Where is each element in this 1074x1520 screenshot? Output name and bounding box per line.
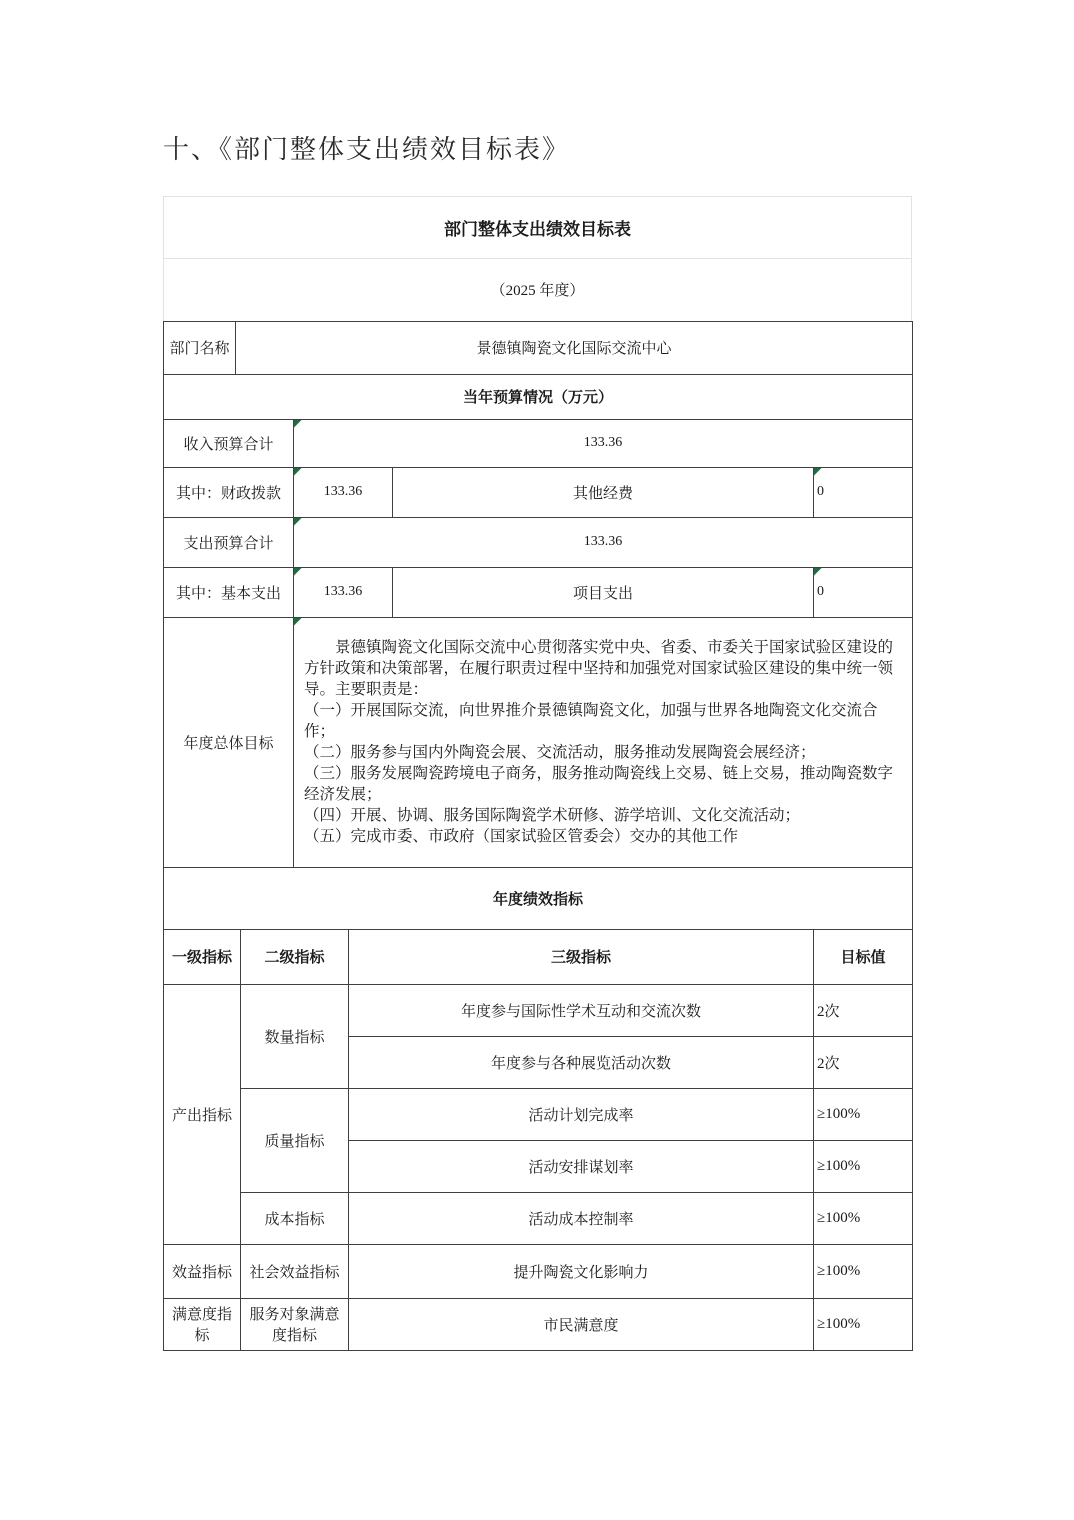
table-row [164,1088,913,1140]
indicator-target: ≥100% [814,1244,913,1298]
col-header-level2: 二级指标 [241,929,349,984]
comment-indicator-icon [814,468,822,476]
col-header-level3: 三级指标 [349,929,814,984]
budget-section-title: 当年预算情况（万元） [164,374,913,419]
indicator-target: ≥100% [814,1140,913,1192]
comment-indicator-icon [294,518,302,526]
fiscal-allocation-label: 其中：财政拨款 [164,467,294,517]
dept-name-label: 部门名称 [164,321,236,374]
comment-indicator-icon [294,618,302,626]
other-funds-amount: 0 [817,484,824,499]
expense-total-label: 支出预算合计 [164,517,294,567]
col-header-target: 目标值 [814,929,913,984]
other-funds-label: 其他经费 [393,467,814,517]
indicator-target: 2次 [814,984,913,1036]
comment-indicator-icon [294,468,302,476]
other-funds-value [814,467,913,517]
table-header-block [163,196,912,321]
dept-name-value: 景德镇陶瓷文化国际交流中心 [236,321,913,374]
income-total-label: 收入预算合计 [164,419,294,467]
page-title: 十、《部门整体支出绩效目标表》 [163,135,571,164]
indicator-target: ≥100% [814,1088,913,1140]
basic-expense-value [294,567,393,617]
level1-benefit: 效益指标 [164,1244,241,1298]
indicator-name: 活动计划完成率 [349,1088,814,1140]
indicator-target: ≥100% [814,1192,913,1244]
table-year: （2025 年度） [490,283,585,300]
expense-total-amount: 133.36 [583,534,623,549]
project-expense-label: 项目支出 [393,567,814,617]
performance-target-table [163,196,912,1351]
income-total-amount: 133.36 [583,435,623,450]
indicator-name: 提升陶瓷文化影响力 [349,1244,814,1298]
indicators-section-title: 年度绩效指标 [164,867,913,929]
basic-expense-amount: 133.36 [323,584,363,599]
col-header-level1: 一级指标 [164,929,241,984]
annual-goal-label: 年度总体目标 [164,617,294,867]
annual-goal-text [294,617,913,867]
indicator-target: 2次 [814,1036,913,1088]
indicators-section [163,867,913,1351]
table-title: 部门整体支出绩效目标表 [164,197,912,259]
level1-satisfaction: 满意度指标 [164,1298,241,1350]
indicator-name: 活动成本控制率 [349,1192,814,1244]
goal-paragraph: （一）开展国际交流，向世界推介景德镇陶瓷文化，加强与世界各地陶瓷文化交流合作； [304,702,878,740]
level1-output: 产出指标 [164,984,241,1244]
budget-section [163,321,913,868]
level2-quality: 质量指标 [241,1088,349,1192]
table-row [164,1192,913,1244]
goal-paragraph: （二）服务参与国内外陶瓷会展、交流活动，服务推动发展陶瓷会展经济； [304,744,816,761]
comment-indicator-icon [294,420,302,428]
comment-indicator-icon [294,568,302,576]
fiscal-allocation-value [294,467,393,517]
level2-quantity: 数量指标 [241,984,349,1088]
indicator-name: 年度参与各种展览活动次数 [349,1036,814,1088]
comment-indicator-icon [814,568,822,576]
table-row [164,1298,913,1350]
goal-paragraph: （四）开展、协调、服务国际陶瓷学术研修、游学培训、文化交流活动； [304,807,801,824]
table-row [164,984,913,1036]
level2-service: 服务对象满意度指标 [241,1298,349,1350]
indicator-name: 市民满意度 [349,1298,814,1350]
goal-paragraph: 景德镇陶瓷文化国际交流中心贯彻落实党中央、省委、市委关于国家试验区建设的方针政策和决策部署，在履行职责过程中坚持和加强党对国家试验区建设的集中统一领导。主要职责是： [304,639,894,698]
goal-paragraph: （三）服务发展陶瓷跨境电子商务，服务推动陶瓷线上交易、链上交易，推动陶瓷数字经济发展； [304,765,894,803]
level2-social: 社会效益指标 [241,1244,349,1298]
indicator-name: 活动安排谋划率 [349,1140,814,1192]
income-total-value [294,419,913,467]
indicator-target: ≥100% [814,1298,913,1350]
expense-total-value [294,517,913,567]
indicator-name: 年度参与国际性学术互动和交流次数 [349,984,814,1036]
project-expense-amount: 0 [817,584,824,599]
fiscal-amount: 133.36 [323,484,363,499]
basic-expense-label: 其中：基本支出 [164,567,294,617]
project-expense-value [814,567,913,617]
goal-paragraph: （五）完成市委、市政府（国家试验区管委会）交办的其他工作 [304,828,739,845]
level2-cost: 成本指标 [241,1192,349,1244]
table-row [164,1244,913,1298]
